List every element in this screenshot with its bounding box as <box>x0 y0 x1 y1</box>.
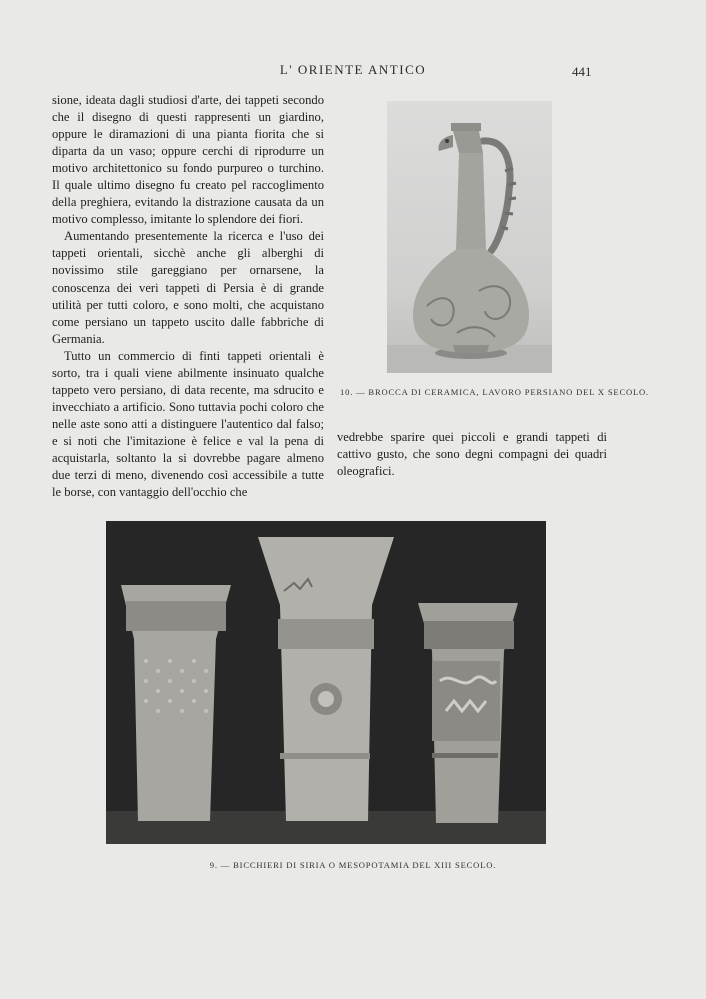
beakers-caption: 9. — BICCHIERI DI SIRIA O MESOPOTAMIA DEL XIII SECOLO. <box>209 860 497 870</box>
running-title: L' ORIENTE ANTICO <box>279 62 427 77</box>
right-text-column <box>337 429 607 480</box>
ewer-photograph <box>387 101 552 373</box>
paragraph-continuation: vedrebbe sparire quei piccoli e grandi tappeti di cattivo gusto, che sono degni compagni dei quadri oleografici. <box>337 430 607 479</box>
page-number: 441 <box>572 64 592 79</box>
paragraph-3: Tutto un commercio di finti tappeti orientali è sorto, tra i quali viene abilmente insinuato qualche tappeto vero persiano, di data recente, ma sdrucito e invecchiato a artificio. Sono tuttavia pochi coloro che nelle aste sono atti a distinguere l'autentico dal falso; e si noti che l'imitazione è felice e val la pena di acquistarla, soltanto la si dovrebbe pagare almeno due terzi di meno, divenendo così accessibile a tutte le borse, con vantaggio dell'occhio che <box>52 348 324 500</box>
paragraph-2: Aumentando presentemente la ricerca e l'uso dei tappeti orientali, sicchè anche gli alberghi di novissimo stile gareggiano per ornarsene, la conoscenza dei veri tappeti di Persia è di grande utilità per tutti coloro, e sono molti, che acquistano come persiano un tappeto uscito dalle fabbriche di Germania. <box>52 229 324 346</box>
ewer-caption: 10. — BROCCA DI CERAMICA, LAVORO PERSIANO DEL X SECOLO. <box>340 387 649 397</box>
paragraph-1: sione, ideata dagli studiosi d'arte, dei tappeti secondo che il disegno di questi rappresenti un giardino, oppure le diramazioni di una pianta fiorita che si diparta da un vaso; oppure cerchi di riprodurre un motivo architettonico su fondo purpureo o turchino. Il quale ultimo disegno fu creato pel raccoglimento della preghiera, evitando la distrazione causata da un motivo complesso, imitante lo splendore dei fiori. <box>52 93 324 227</box>
ewer-illustration <box>387 101 552 373</box>
left-text-column <box>52 92 324 501</box>
beakers-photograph <box>106 521 546 844</box>
beakers-illustration <box>106 521 546 844</box>
